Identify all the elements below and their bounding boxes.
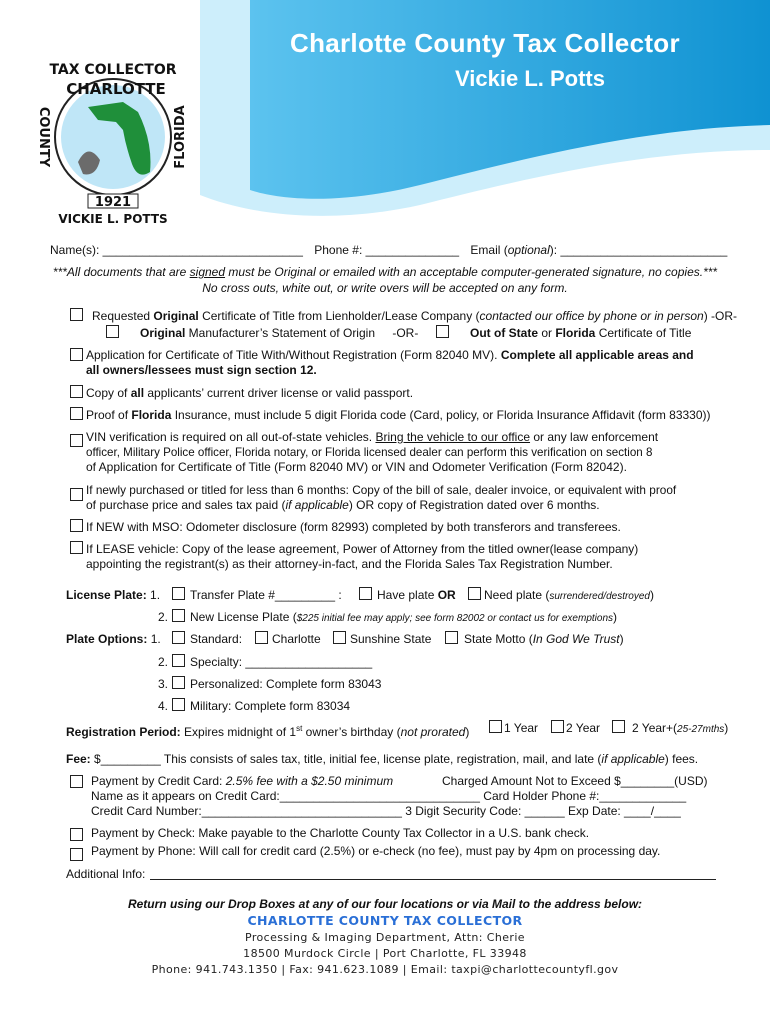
checkbox-original-title[interactable] (70, 308, 83, 321)
additional-info-label: Additional Info: (66, 867, 146, 881)
seal-year-text: 1921 (94, 195, 132, 210)
one-year-text: 1 Year (504, 721, 539, 735)
specialty-number: 2. (158, 655, 169, 669)
license-plate-label: License Plate: 1. (66, 588, 161, 602)
checkbox-2-year-plus[interactable] (612, 720, 625, 733)
names-field[interactable]: Name(s): ______________________________ (50, 243, 303, 257)
item-bill-of-sale: If newly purchased or titled for less than 6 months: Copy of the bill of sale, dealer invoice, or equivalent with proof (86, 483, 677, 497)
state-motto-text: State Motto (In God We Trust) (464, 632, 624, 646)
header-subtitle: Vickie L. Potts (455, 66, 605, 91)
footer-address: 18500 Murdock Circle | Port Charlotte, FL 33948 (243, 947, 527, 960)
checkbox-bill-of-sale[interactable] (70, 488, 83, 501)
transfer-plate-text: Transfer Plate #_________ : (190, 588, 342, 602)
item-driver-license: Copy of all applicants’ current driver license or valid passport. (86, 386, 414, 400)
sunshine-state-text: Sunshine State (350, 632, 432, 646)
item-vin-3: of Application for Certificate of Title (Form 82040 MV) or VIN and Odometer Verification (Form 82042). (86, 460, 627, 474)
checkbox-lease[interactable] (70, 541, 83, 554)
checkbox-2-year[interactable] (551, 720, 564, 733)
header-banner (0, 0, 770, 230)
have-plate-text: Have plate OR (377, 588, 456, 602)
item-insurance: Proof of Florida Insurance, must include 5 digit Florida code (Card, policy, or Florida Insurance Affidavit (form 83330)) (86, 408, 711, 422)
card-number-field[interactable]: Credit Card Number:______________________________ 3 Digit Security Code: ______ Exp Date: ____/____ (91, 804, 681, 818)
registration-period: Registration Period: Expires midnight of 1st owner’s birthday (not prorated) (66, 724, 470, 739)
credit-card-line: Payment by Credit Card: 2.5% fee with a $2.50 minimum (91, 774, 394, 788)
footer-dept: Processing & Imaging Department, Attn: Cherie (245, 931, 525, 944)
item-vin: VIN verification is required on all out-of-state vehicles. Bring the vehicle to our office or any law enforcement (86, 430, 659, 444)
item-mso: Original Manufacturer’s Statement of Origin -OR- (140, 326, 419, 340)
payment-check-text: Payment by Check: Make payable to the Charlotte County Tax Collector in a U.S. bank check. (91, 826, 590, 840)
item-vin-2: officer, Military Police officer, Florida notary, or Florida licensed dealer can perform this verification on section 8 (86, 446, 653, 459)
plate-options-label: Plate Options: 1. (66, 632, 161, 646)
checkbox-sunshine-state[interactable] (333, 631, 346, 644)
fee-line: Fee: $_________ This consists of sales tax, title, initial fee, license plate, registration, mail, and late (if applicable) fees. (66, 752, 699, 766)
specialty-text: Specialty: ___________________ (190, 655, 373, 669)
seal-bottom-text: VICKIE L. POTTS (58, 212, 168, 226)
checkbox-transfer-plate[interactable] (172, 587, 185, 600)
charlotte-text: Charlotte (272, 632, 321, 646)
checkbox-check[interactable] (70, 828, 83, 841)
footer-return: Return using our Drop Boxes at any of our four locations or via Mail to the address below: (127, 897, 643, 911)
checkbox-mso[interactable] (106, 325, 119, 338)
checkbox-driver-license[interactable] (70, 385, 83, 398)
checkbox-specialty[interactable] (172, 654, 185, 667)
new-plate-number: 2. (158, 610, 169, 624)
checkbox-need-plate[interactable] (468, 587, 481, 600)
personalized-number: 3. (158, 677, 169, 691)
checkbox-state-motto[interactable] (445, 631, 458, 644)
two-year-text: 2 Year (566, 721, 601, 735)
checkbox-out-of-state[interactable] (436, 325, 449, 338)
checkbox-standard[interactable] (172, 631, 185, 644)
item-application: Application for Certificate of Title With/Without Registration (Form 82040 MV). Complete all applicable areas and (86, 348, 694, 362)
header-title: Charlotte County Tax Collector (290, 28, 680, 58)
new-plate-text: New License Plate ($225 initial fee may apply; see form 82002 or contact us for exemptions) (190, 610, 618, 624)
item-original-title: Requested Original Certificate of Title from Lienholder/Lease Company (contacted our office by phone or in person) -OR- (92, 309, 738, 323)
need-plate-text: Need plate (surrendered/destroyed) (484, 588, 654, 602)
notice-line-1: ***All documents that are signed must be Original or emailed with an acceptable computer-generated signature, no copies.*** (52, 265, 718, 279)
checkbox-credit-card[interactable] (70, 775, 83, 788)
notice-line-2: No cross outs, white out, or write overs will be accepted on any form. (202, 281, 568, 295)
item-odometer: If NEW with MSO: Odometer disclosure (form 82993) completed by both transferors and transferees. (86, 520, 621, 534)
personalized-text: Personalized: Complete form 83043 (190, 677, 382, 691)
checkbox-odometer[interactable] (70, 519, 83, 532)
two-year-plus-text: 2 Year+(25-27mths) (632, 721, 729, 735)
checkbox-application[interactable] (70, 348, 83, 361)
checkbox-1-year[interactable] (489, 720, 502, 733)
tax-collector-seal (28, 52, 198, 227)
payment-phone-text: Payment by Phone: Will call for credit card (2.5%) or e-check (no fee), must pay by 4pm on processing day. (91, 844, 661, 858)
item-lease: If LEASE vehicle: Copy of the lease agreement, Power of Attorney from the titled owner(lease company) (86, 542, 639, 556)
checkbox-personalized[interactable] (172, 676, 185, 689)
item-out-of-state: Out of State or Florida Certificate of Title (470, 326, 692, 340)
standard-text: Standard: (190, 632, 243, 646)
seal-right-text: FLORIDA (173, 105, 188, 169)
checkbox-vin[interactable] (70, 434, 83, 447)
military-text: Military: Complete form 83034 (190, 699, 351, 713)
footer-contact: Phone: 941.743.1350 | Fax: 941.623.1089 | Email: taxpi@charlottecountyfl.gov (151, 963, 619, 976)
charged-amount-field[interactable]: Charged Amount Not to Exceed $________(USD) (442, 774, 708, 788)
checkbox-phone-payment[interactable] (70, 848, 83, 861)
checkbox-insurance[interactable] (70, 407, 83, 420)
card-name-field[interactable]: Name as it appears on Credit Card:______________________________ Card Holder Phone #:_____________ (91, 789, 687, 803)
checkbox-charlotte[interactable] (255, 631, 268, 644)
military-number: 4. (158, 699, 169, 713)
checkbox-have-plate[interactable] (359, 587, 372, 600)
email-field[interactable]: Email (optional): _________________________ (470, 243, 728, 257)
seal-middle-text: CHARLOTTE (66, 80, 166, 98)
item-application-2: all owners/lessees must sign section 12. (86, 363, 317, 377)
checkbox-military[interactable] (172, 698, 185, 711)
additional-info-field[interactable] (150, 879, 716, 880)
footer-org: CHARLOTTE COUNTY TAX COLLECTOR (247, 913, 523, 928)
seal-left-text: COUNTY (36, 106, 51, 168)
item-lease-2: appointing the registrant(s) as their attorney-in-fact, and the Florida Sales Tax Registration Number. (86, 557, 613, 571)
phone-field[interactable]: Phone #: ______________ (314, 243, 460, 257)
contact-fields-line (50, 243, 727, 258)
item-bill-of-sale-2: of purchase price and sales tax paid (if applicable) OR copy of Registration dated over 6 months. (86, 498, 600, 512)
checkbox-new-plate[interactable] (172, 609, 185, 622)
seal-top-text: TAX COLLECTOR (49, 62, 177, 78)
